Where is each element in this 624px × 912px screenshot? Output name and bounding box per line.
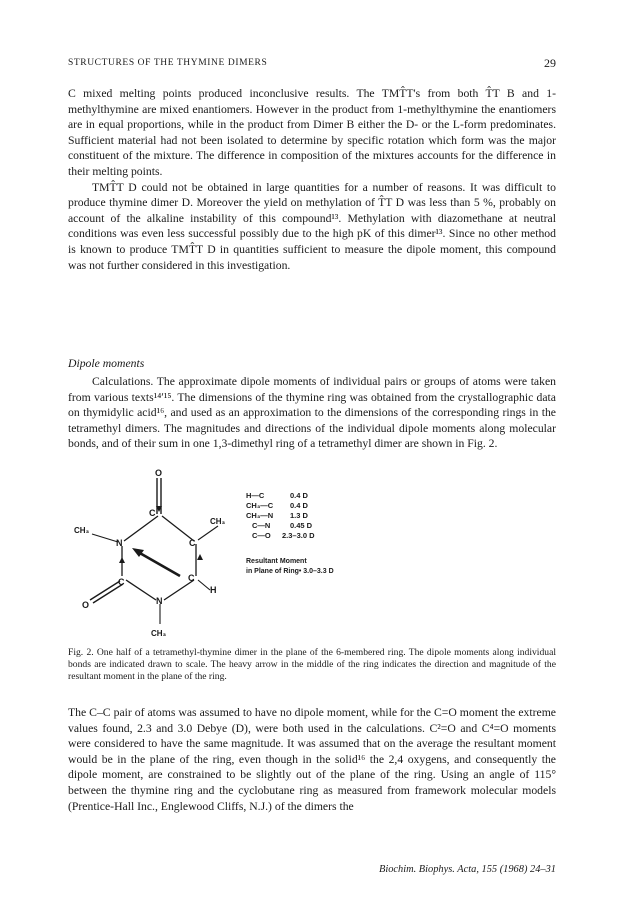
legend-bond-2: CH₃—C [246,501,274,510]
body-text-middle [68,374,556,452]
legend-bond-3: CH₃—N [246,511,274,520]
bond-c3-ch3 [198,526,218,540]
atom-ch3-right: CH₃ [210,517,226,526]
paragraph-2: TMT̂T D could not be obtained in large quantities for a number of reasons. It was difficult to produce thymine dimer D. Moreover the yield on methylation of T̂T D was less than 5 %, probably on account of the alkaline instability of this compound¹³. Methylation with diazomethane at neutral conditions was even less successful possibly due to the high pK of this dimer¹³. Since no other method is known to produce TMT̂T D in quantities sufficient to measure the dipole moment, this compound was not further considered in this investigation. [68,180,556,272]
legend-value-1: 0.4 D [290,491,308,500]
atom-h: H [210,585,217,595]
body-text-top [68,86,556,273]
paragraph-1: C mixed melting points produced inconclusive results. The TMT̂T's from both T̂T B and 1-methylthymine are mixed enantiomers. However in the product from 1-methylthymine the enantiomers are in equal proportions, while in the product from Dimer B either the D- or the L-form predominates. Sufficient material had not been isolated to determine by specific rotation which form was the major constituent of the mixture. The difference in composition of the mixtures accounts for the difference in their melting points. [68,87,556,178]
body-text-bottom [68,705,556,814]
legend-bond-1: H—C [246,491,265,500]
resultant-label-2: in Plane of Ring• 3.0–3.3 D [246,568,334,575]
atom-c-right-top: C [189,538,196,548]
legend-value-2: 0.4 D [290,501,308,510]
legend-value-5: 2.3–3.0 D [282,531,315,540]
dipole-mark-left [119,557,125,563]
bond-n5-c6 [126,580,156,600]
atom-ch3-left: CH₃ [74,526,90,535]
atom-c-top: C [149,508,156,518]
substituent-bonds [92,526,218,624]
section-heading: Dipole moments [68,357,145,370]
atom-ch3-bottom: CH₃ [151,629,167,638]
running-title: STRUCTURES OF THE THYMINE DIMERS [68,58,268,68]
journal-citation: Biochim. Biophys. Acta, 155 (1968) 24–31 [378,864,556,875]
figure-2 [60,464,560,640]
dipole-mark-right [197,554,203,560]
atom-o-top: O [155,468,163,478]
page-number: 29 [544,56,556,70]
atom-o-bottom: O [82,600,90,610]
resultant-arrow-shaft [138,552,180,576]
legend-bond-5: C—O [252,531,271,540]
ring-bonds [122,516,196,600]
bond-c2-n1 [124,516,158,541]
bond-dipole-marks [119,506,203,563]
running-header [68,58,556,74]
bond-c4-h [198,580,210,590]
figure-caption: Fig. 2. One half of a tetramethyl-thymine dimer in the plane of the 6-membered ring. The dipole moments along individual bonds are indicated drawn to scale. The heavy arrow in the middle of the ring indicates the direction and magnitude of the resultant moment in the plane of the ring. [68,647,556,683]
atom-n-bottom: N [156,596,163,606]
bond-ch3-n1 [92,534,118,542]
double-bond-bottom-1 [90,581,120,600]
legend-bond-4: C—N [252,521,271,530]
dimer-structure-diagram [60,464,560,640]
atom-c-right-bottom: C [188,573,195,583]
paragraph-3: Calculations. The approximate dipole moments of individual pairs or groups of atoms were taken from various texts¹⁴ʹ¹⁵. The dimensions of the thymine ring was obtained from the crystallographic data on thymidylic acid¹⁶, and used as an approximation to the dimensions of the corresponding rings in the tetramethyl dimers. The magnitudes and directions of the individual dipole moments along molecular bonds, and of their sum in one 1,3-dimethyl ring of a tetramethyl dimer are shown in Fig. 2. [68,375,556,451]
resultant-arrow [132,548,180,576]
legend-value-4: 0.45 D [290,521,313,530]
atom-n-left: N [116,538,123,548]
bond-moment-legend [246,491,334,575]
resultant-label-1: Resultant Moment [246,558,307,565]
legend-value-3: 1.3 D [290,511,308,520]
paragraph-4: The C–C pair of atoms was assumed to have no dipole moment, while for the C=O moment the extreme values found, 2.3 and 3.0 Debye (D), were both used in the calculations. C²=O and C⁴=O moments were considered to have the same magnitude. It was assumed that on the average the resultant moment would be in the plane of the ring, even though in the solid¹⁶ the 2,4 oxygens, and consequently the dipole moment, are constrained to be slightly out of the plane of the ring. Using an angle of 115° between the thymine ring and the cyclobutane ring as measured from framework molecular models (Prentice-Hall Inc., Englewood Cliffs, N.J.) of the dimers the [68,706,556,813]
bond-c4-n5 [164,580,194,600]
atom-c-left-bottom: C [118,577,125,587]
